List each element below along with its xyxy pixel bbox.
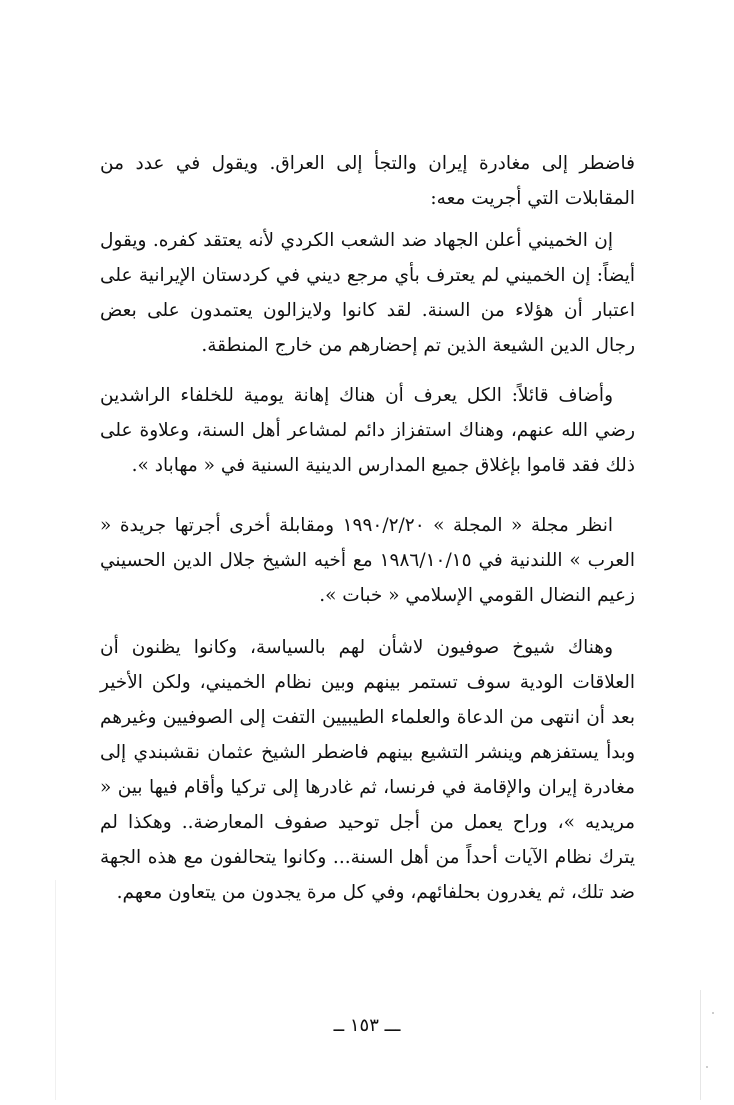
scan-speck: [706, 1066, 708, 1068]
paragraph-block-3: [100, 378, 635, 483]
page-number: ـــ ١٥٣ ــ: [333, 1015, 401, 1036]
paragraph-block-5: [100, 630, 635, 910]
paragraph-2: إن الخميني أعلن الجهاد ضد الشعب الكردي لأنه يعتقد كفره. ويقول أيضاً: إن الخميني لم يعترف بأي مرجع ديني في كردستان الإيرانية على اعتبار أن هؤلاء من السنة. لقد كانوا ولايزالون يعتمدون على بعض رجال الدين الشيعة الذين تم إحضارهم من خارج المنطقة.: [100, 230, 635, 356]
paragraph-block-1: [100, 146, 635, 216]
paragraph-block-2: [100, 223, 635, 363]
paragraph-5: وهناك شيوخ صوفيون لاشأن لهم بالسياسة، وكانوا يظنون أن العلاقات الودية سوف تستمر بينهم وبين نظام الخميني، ولكن الأخير بعد أن انتهى من الدعاة والعلماء الطيبيين التفت إلى الصوفيين وغيرهم وبدأ يستفزهم وينشر التشيع بينهم فاضطر الشيخ عثمان نقشبندي إلى مغادرة إيران والإقامة في فرنسا، ثم غادرها إلى تركيا وأقام فيها بين « مريديه »، وراح يعمل من أجل توحيد صفوف المعارضة.. وهكذا لم يترك نظام الآيات أحداً من أهل السنة... وكانوا يتحالفون مع هذه الجهة ضد تلك، ثم يغدرون بحلفائهم، وفي كل مرة يجدون من يتعاون معهم.: [100, 637, 635, 903]
scan-margin-line: [700, 990, 701, 1100]
paragraph-4: انظر مجلة « المجلة » ١٩٩٠/٢/٢٠ ومقابلة أخرى أجرتها جريدة « العرب » اللندنية في ١٩٨٦/١٠/١٥ مع أخيه الشيخ جلال الدين الحسيني زعيم النضال القومي الإسلامي « خبات ».: [100, 515, 635, 606]
scan-speck: [712, 1012, 714, 1014]
paragraph-3: وأضاف قائلاً: الكل يعرف أن هناك إهانة يومية للخلفاء الراشدين رضي الله عنهم، وهناك استفزاز دائم لمشاعر أهل السنة، وعلاوة على ذلك فقد قاموا بإغلاق جميع المدارس الدينية السنية في « مهاباد ».: [100, 385, 635, 476]
scan-left-line: [55, 880, 56, 1100]
paragraph-block-4: [100, 508, 635, 613]
paragraph-1: فاضطر إلى مغادرة إيران والتجأ إلى العراق. ويقول في عدد من المقابلات التي أجريت معه:: [100, 153, 635, 209]
